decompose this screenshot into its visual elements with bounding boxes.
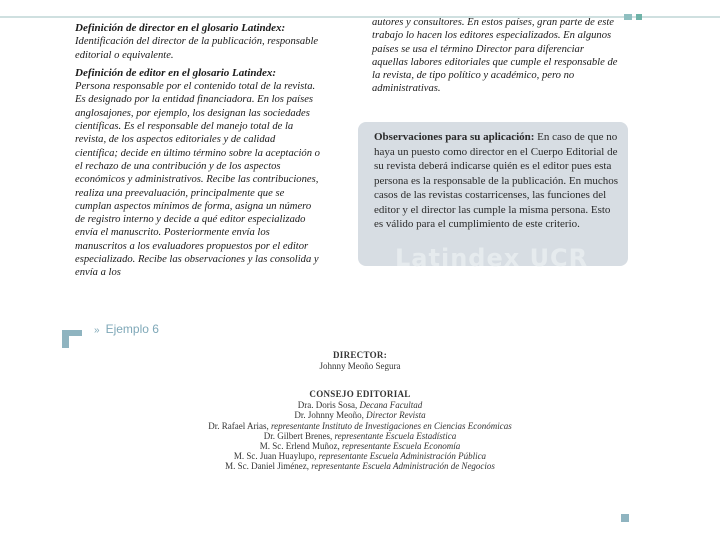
- director-heading: DIRECTOR:: [332, 350, 388, 360]
- observations-text: En caso de que no haya un puesto como director en el Cuerpo Editorial de su revista deberá indicarse quién es el editor pues esta persona es la responsable de la publicación. En muchos casos de las revistas costarricenses, las funciones del editor y el director las cumple la misma persona. Esto es válido para el cumplimiento de este criterio.: [374, 131, 619, 230]
- board-heading: CONSEJO EDITORIAL: [309, 389, 411, 400]
- credits-block: [0, 350, 720, 472]
- board-member: Dr. Johnny Meoño, Director Revista: [294, 410, 426, 421]
- editor-definition-heading: Definición de editor en el glosario Latindex:: [75, 66, 277, 79]
- director-definition-text: Identificación del director de la publicación, responsable editorial o equivalente.: [75, 36, 319, 61]
- observations-text-block: [374, 130, 619, 232]
- board-member: Dra. Doris Sosa, Decana Facultad: [297, 400, 423, 411]
- top-accent-green: [636, 14, 642, 20]
- editor-definition-text-part1: Persona responsable por el contenido total de la revista. Es designado por la entidad financiadora. En los países anglosajones, por ejemplo, los designan las sociedades científicas. Es el responsable del manejo total de la revista, de los aspectos editoriales y de calidad científica; decide en último término sobre la aceptación o el rechazo de una contribución y de los aspectos económicos y administrativos.: [75, 81, 320, 186]
- top-accent-teal: [624, 14, 632, 20]
- director-definition-heading: Definición de director en el glosario Latindex:: [75, 22, 286, 34]
- example-label-text: Ejemplo 6: [105, 322, 159, 336]
- editor-definition-text: [75, 80, 320, 279]
- right-text-column: [372, 16, 622, 96]
- board-member: M. Sc. Erlend Muñoz, representante Escuela Economía: [259, 441, 461, 452]
- board-member: M. Sc. Juan Huaylupo, representante Escuela Administración Pública: [233, 451, 487, 462]
- example-label: [94, 322, 159, 336]
- chevron-right-icon: »: [94, 325, 100, 336]
- board-member: M. Sc. Daniel Jiménez, representante Escuela Administración de Negocios: [225, 461, 495, 472]
- director-name: Johnny Meoño Segura: [319, 361, 401, 371]
- board-member: Dr. Gilbert Brenes, representante Escuela Estadística: [263, 430, 457, 441]
- editor-definition-text-part2: Recibe las contribuciones, realiza una preevaluación, principalmente que se cumplan aspectos mínimos de forma, asigna un número de registro interno y decide a qué editor especializado envía el manuscrito. Posteriormente envía los manuscritos a los evaluadores propuestos por el editor especializado. Recibe las observaciones y las consolida y envía a los: [75, 174, 319, 279]
- right-column-text: autores y consultores. En estos países, gran parte de este trabajo lo hacen los editores especializados. En algunos países se usa el término Director para diferenciar aquellas labores editoriales que cumple el responsable de la revista, de tipo político y académico, pero no administrativas.: [372, 17, 618, 95]
- left-text-column: [75, 22, 320, 280]
- corner-bracket-icon: [62, 330, 82, 348]
- corner-square-icon: [621, 514, 629, 522]
- board-member: Dr. Rafael Arias, representante Instituto de Investigaciones en Ciencias Económicas: [208, 420, 512, 431]
- observations-label: Observaciones para su aplicación:: [374, 131, 535, 143]
- watermark: Latindex UCR: [395, 244, 589, 272]
